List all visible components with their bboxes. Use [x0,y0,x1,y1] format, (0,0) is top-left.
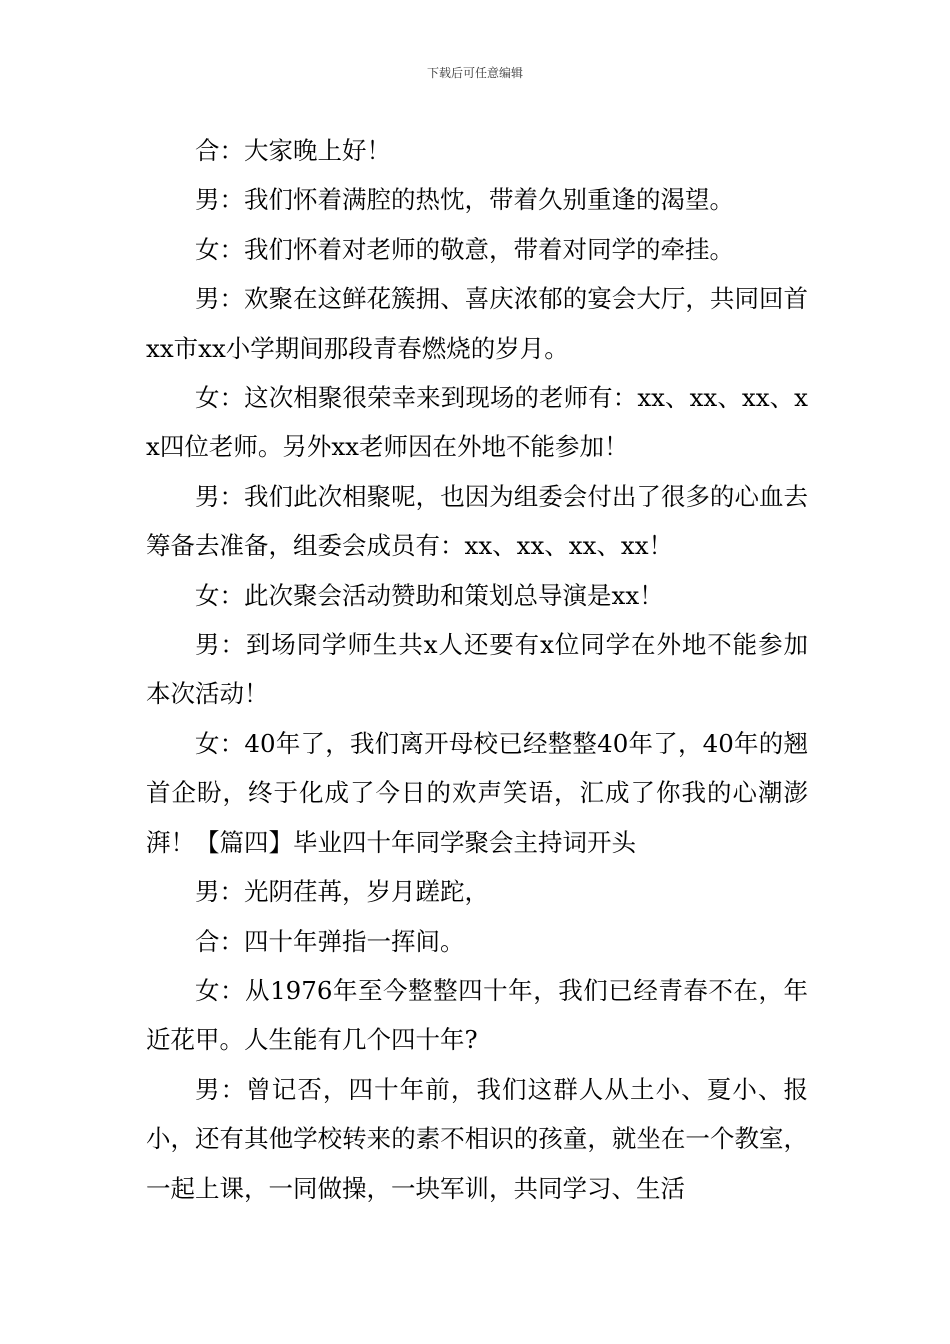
paragraph-male-2: 男：欢聚在这鲜花簇拥、喜庆浓郁的宴会大厅，共同回首xx市xx小学期间那段青春燃烧的岁月。 [146,284,808,363]
paragraph-male-1: 男：我们怀着满腔的热忱，带着久别重逢的渴望。 [195,185,734,215]
document-body [146,126,808,1213]
paragraph-female-4: 女：40年了，我们离开母校已经整整40年了，40年的翘首企盼，终于化成了今日的欢声笑语，汇成了你我的心潮澎湃！【篇四】毕业四十年同学聚会主持词开头 [146,728,808,857]
paragraph-male-4: 男：到场同学师生共x人还要有x位同学在外地不能参加本次活动！ [146,630,808,709]
paragraph-female-1: 女：我们怀着对老师的敬意，带着对同学的牵挂。 [195,234,734,264]
paragraph-greeting-chorus: 合：大家晚上好！ [195,136,391,165]
paragraph-female-5: 女：从1976年至今整整四十年，我们已经青春不在，年近花甲。人生能有几个四十年? [146,975,808,1055]
paragraph-male-5: 男：光阴荏苒，岁月蹉跎， [195,877,489,907]
paragraph-female-2: 女：这次相聚很荣幸来到现场的老师有：xx、xx、xx、xx四位老师。另外xx老师因在外地不能参加！ [146,383,808,462]
paragraph-male-6: 男：曾记否，四十年前，我们这群人从土小、夏小、报小，还有其他学校转来的素不相识的孩童，就坐在一个教室，一起上课，一同做操，一块军训，共同学习、生活 [146,1074,808,1203]
page-header: 下载后可任意编辑 [426,66,523,80]
paragraph-male-3: 男：我们此次相聚呢，也因为组委会付出了很多的心血去筹备去准备，组委会成员有：xx、xx、xx、xx！ [146,481,808,561]
paragraph-female-3: 女：此次聚会活动赞助和策划总导演是xx！ [195,580,664,610]
paragraph-chorus-2: 合：四十年弹指一挥间。 [195,926,465,956]
